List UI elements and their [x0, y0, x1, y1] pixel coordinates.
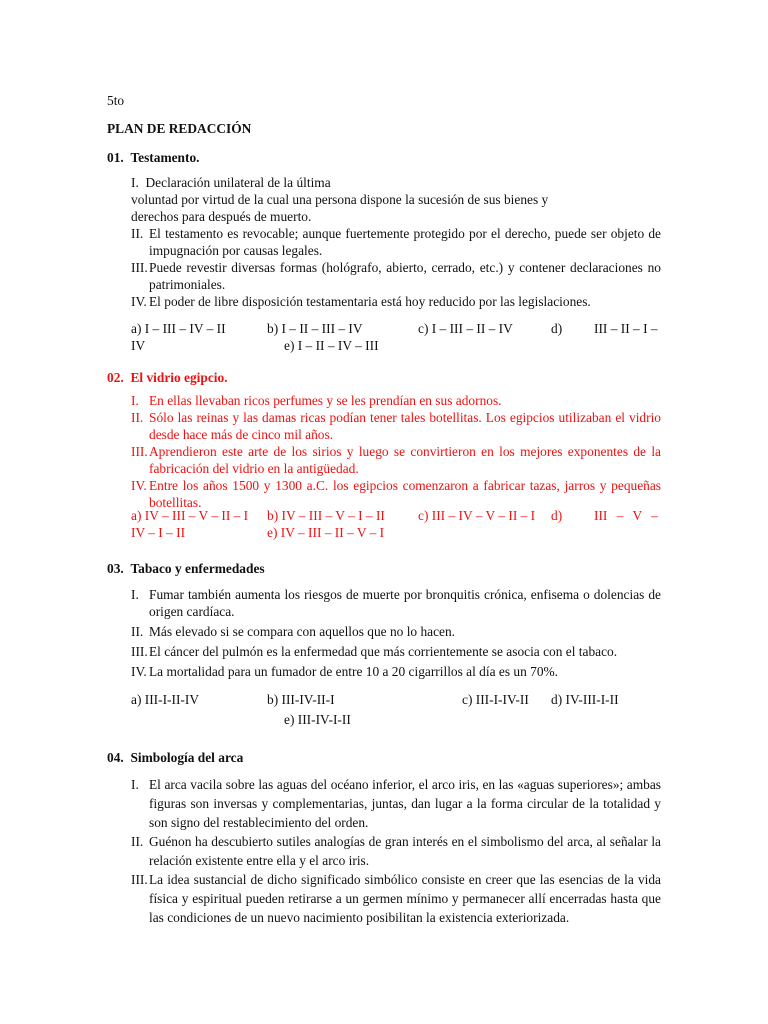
q4-item-ii [131, 832, 661, 870]
q2-item-ii [131, 409, 661, 443]
q3-item-iv-number: IV. [131, 664, 147, 679]
q3-heading [107, 560, 265, 577]
q1-item-iii [131, 259, 661, 293]
q4-item-ii-number: II. [131, 834, 144, 849]
q4-number: 04. [107, 750, 124, 765]
q2-option-d-label: d) [551, 508, 563, 523]
q3-option-a: a) III-I-II-IV [131, 692, 200, 707]
grade-label: 5to [107, 93, 125, 108]
page-title: PLAN DE REDACCIÓN [107, 121, 252, 136]
q2-items [131, 392, 661, 511]
q2-item-i-text: En ellas llevaban ricos perfumes y se les prendían en sus adornos. [149, 393, 502, 408]
q3-title: Tabaco y enfermedades [130, 561, 265, 576]
q1-item-i-number: I. [131, 175, 139, 190]
q2-option-a: a) IV – III – V – II – I [131, 508, 249, 523]
q2-item-ii-number: II. [131, 410, 144, 425]
q4-item-iii-number: III. [131, 872, 148, 887]
q1-number: 01. [107, 150, 124, 165]
q2-item-iv-number: IV. [131, 478, 147, 493]
q1-item-i-text-line1: Declaración unilateral de la última [145, 175, 331, 190]
q1-title: Testamento. [130, 150, 200, 165]
q4-title: Simbología del arca [130, 750, 244, 765]
q2-option-d-continuation: IV – I – II [131, 525, 186, 540]
q2-item-iv-text: Entre los años 1500 y 1300 a.C. los egipcios comenzaron a fabricar tazas, jarros y pequeñas botellitas. [149, 478, 661, 510]
q1-option-c: c) I – III – II – IV [418, 321, 513, 336]
q3-option-e: e) III-IV-I-II [284, 712, 351, 727]
q4-item-iii-text: La idea sustancial de dicho significado simbólico consiste en creer que las esencias de la vida física y espiritual pueden retirarse a un germen mínimo y permanecer allí encerradas hasta que las condiciones de un nuevo nacimiento posibilitan la existencia exteriorizada. [149, 872, 661, 925]
q1-item-iii-text: Puede revestir diversas formas (hológrafo, abierto, cerrado, etc.) y contener declaraciones no patrimoniales. [149, 260, 661, 292]
q3-item-i-text: Fumar también aumenta los riesgos de muerte por bronquitis crónica, enfisema o dolencias de origen cardíaca. [149, 587, 661, 619]
q1-item-iv-text: El poder de libre disposición testamentaria está hoy reducido por las legislaciones. [149, 294, 591, 309]
q2-option-d-value: III – V – [594, 508, 658, 523]
q2-item-i-number: I. [131, 393, 139, 408]
q2-item-iii-text: Aprendieron este arte de los sirios y luego se convirtieron en los mejores exponentes de la fabricación del vidrio en la antigüedad. [149, 444, 661, 476]
q3-option-d: d) IV-III-I-II [551, 692, 619, 707]
q2-option-b: b) IV – III – V – I – II [267, 508, 385, 523]
q1-item-ii-text: El testamento es revocable; aunque fuertemente protegido por el derecho, puede ser objeto de impugnación por causas legales. [149, 226, 661, 258]
q4-heading [107, 749, 243, 766]
q3-item-iv [131, 663, 661, 680]
q1-option-a: a) I – III – IV – II [131, 321, 226, 336]
q3-item-ii-text: Más elevado si se compara con aquellos que no lo hacen. [149, 624, 456, 639]
q4-item-ii-text: Guénon ha descubierto sutiles analogías de gran interés en el simbolismo del arca, al señalar la relación existente entre ella y el arco iris. [149, 834, 661, 868]
q3-item-ii-number: II. [131, 624, 144, 639]
q4-item-i [131, 775, 661, 832]
q1-items [131, 225, 661, 310]
q4-items [131, 775, 661, 927]
q1-item-iii-number: III. [131, 260, 148, 275]
q3-item-i [131, 586, 661, 620]
q4-item-iii [131, 870, 661, 927]
q3-item-ii [131, 623, 661, 640]
q3-item-iii [131, 643, 661, 660]
q3-number: 03. [107, 561, 124, 576]
q1-option-d-continuation: IV [131, 338, 146, 353]
q1-item-iv [131, 293, 661, 310]
q2-heading [107, 369, 228, 386]
q1-option-d-label: d) [551, 321, 563, 336]
q3-item-iii-number: III. [131, 644, 148, 659]
q2-number: 02. [107, 370, 124, 385]
q1-item-ii-number: II. [131, 226, 144, 241]
q3-item-i-number: I. [131, 587, 139, 602]
q1-item-iv-number: IV. [131, 294, 147, 309]
q2-option-c: c) III – IV – V – II – I [418, 508, 536, 523]
q3-option-b: b) III-IV-II-I [267, 692, 335, 707]
q1-item-ii [131, 225, 661, 259]
q2-item-iii-number: III. [131, 444, 148, 459]
q2-item-iv [131, 477, 661, 511]
q1-item-i-text-line3: derechos para después de muerto. [131, 209, 312, 224]
q1-heading [107, 149, 200, 166]
q3-option-c: c) III-I-IV-II [462, 692, 529, 707]
q3-item-iii-text: El cáncer del pulmón es la enfermedad que más corrientemente se asocia con el tabaco. [149, 644, 618, 659]
q3-item-iv-text: La mortalidad para un fumador de entre 10 a 20 cigarrillos al día es un 70%. [149, 664, 559, 679]
q2-option-e: e) IV – III – II – V – I [267, 525, 385, 540]
q1-option-d-value: III – II – I – [594, 321, 658, 336]
q1-option-e: e) I – II – IV – III [284, 338, 379, 353]
q1-item-i-text-line2: voluntad por virtud de la cual una persona dispone la sucesión de sus bienes y [131, 192, 549, 207]
q2-title: El vidrio egipcio. [130, 370, 228, 385]
q3-items [131, 586, 661, 680]
q1-item-i-first-line [131, 174, 331, 191]
q4-item-i-number: I. [131, 777, 139, 792]
q2-item-i [131, 392, 661, 409]
q2-item-iii [131, 443, 661, 477]
q1-option-b: b) I – II – III – IV [267, 321, 363, 336]
q4-item-i-text: El arca vacila sobre las aguas del océano inferior, el arco iris, en las «aguas superiores»; ambas figuras son inversas y complementarias, juntas, dan lugar a la forma circular de la totalidad y son signo del restablecimiento del orden. [149, 777, 661, 830]
q2-item-ii-text: Sólo las reinas y las damas ricas podían tener tales botellitas. Los egipcios utilizaban el vidrio desde hace más de cinco mil años. [149, 410, 661, 442]
